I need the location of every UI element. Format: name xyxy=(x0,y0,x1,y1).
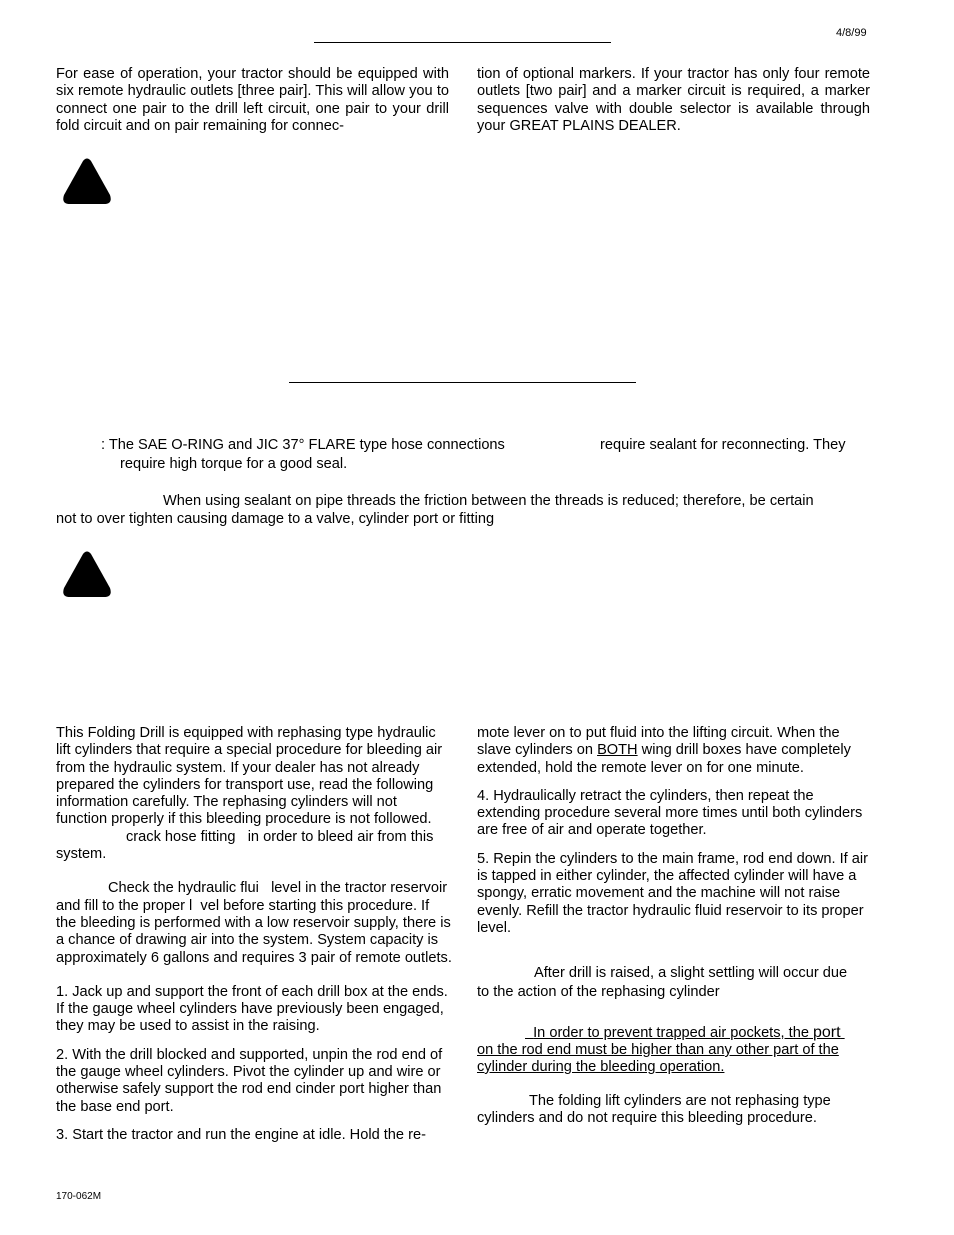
step-3: 3. Start the tractor and run the engine at idle. Hold the re- xyxy=(56,1126,426,1143)
bleeding-left-column xyxy=(56,725,452,1155)
sealant-line2: not to over tighten causing damage to a valve, cylinder port or fitting xyxy=(56,511,495,527)
reservoir-text-b: level in the tractor reservoir and fill to the proper l xyxy=(56,880,448,914)
intro-right-paragraph: tion of optional markers. If your tractor has only four remote outlets [two pair] and a marker circuit is required, a marker sequences valve with double selector is available through your GREAT PLAINS DEALER. xyxy=(477,66,870,134)
air-pocket-line1: In order to prevent trapped air pockets, the port xyxy=(533,1024,841,1041)
air-pocket-line2: on the rod end must be higher than any other part of the xyxy=(477,1042,839,1058)
fitting-note-line1b: require sealant for reconnecting. They xyxy=(600,437,846,453)
air-pocket-line3: cylinder during the bleeding operation. xyxy=(477,1059,725,1075)
intro-left-paragraph: For ease of operation, your tractor should be equipped with six remote hydraulic outlets [three pair]. This will allow you to connect one pair to the drill left circuit, one pair to your drill fold circuit and on pair remaining for connec- xyxy=(56,66,449,134)
section-rule xyxy=(289,382,636,383)
sealant-line1: When using sealant on pipe threads the friction between the threads is reduced; therefore, be certain xyxy=(163,493,814,509)
folding-note-line2: cylinders and do not require this bleeding procedure. xyxy=(477,1110,817,1126)
step-1: 1. Jack up and support the front of each drill box at the ends. If the gauge wheel cylinders have previously been engaged, they may be used to assist in the raising. xyxy=(56,983,448,1035)
step-5: 5. Repin the cylinders to the main frame, rod end down. If air is tapped in either cylinder, the affected cylinder will have a spongy, erratic movement and the machine will not raise evenly. Refill the tractor hydraulic fluid reservoir to its proper level. xyxy=(477,850,868,936)
warning-triangle-icon xyxy=(61,157,113,205)
step-3-continued: mote lever on to put fluid into the lifting circuit. When the slave cylinders on BOTH wing drill boxes have completely extended, hold the remote lever on for one minute. xyxy=(477,725,851,776)
bleeding-crack-text: crack hose fitting xyxy=(126,828,236,845)
bleeding-right-column xyxy=(477,725,873,948)
page-date: 4/8/99 xyxy=(836,27,867,39)
settling-line2: to the action of the rephasing cylinder xyxy=(477,984,720,1000)
footer-code: 170-062M xyxy=(56,1191,102,1202)
title-rule-top xyxy=(314,42,611,43)
bleeding-intro-end: in order to bleed air from this system. xyxy=(56,828,434,863)
folding-note-line1: The folding lift cylinders are not rephasing type xyxy=(529,1093,831,1109)
bleeding-intro-paragraph xyxy=(56,725,452,863)
reservoir-paragraph xyxy=(56,880,452,966)
fitting-note-line2: require high torque for a good seal. xyxy=(120,456,348,472)
warning-triangle-icon xyxy=(61,550,113,598)
fitting-note-line1a: : The SAE O-RING and JIC 37° FLARE type hose connections xyxy=(101,437,505,453)
settling-line1: After drill is raised, a slight settling will occur due xyxy=(534,965,848,981)
both-emphasis: BOTH xyxy=(597,742,638,759)
bleeding-intro-text: This Folding Drill is equipped with rephasing type hydraulic lift cylinders that require a special procedure for bleeding air from the hydraulic system. If your dealer has not already prepared the cylinders for transport use, read the following information carefully. The rephasing cylinders will not function properly if this bleeding procedure is not followed. xyxy=(56,725,443,828)
reservoir-text-a: Check the hydraulic flui xyxy=(108,880,259,897)
reservoir-text-c: vel before starting this procedure. If the bleeding is performed with a low reservoir supply, there is a chance of drawing air into the system. System capacity is approximately 6 gallons and requires 3 pair of remote outlets. xyxy=(56,897,452,966)
step-2: 2. With the drill blocked and supported, unpin the rod end of the gauge wheel cylinders. Pivot the cylinder up and wire or otherwise safely support the rod end cinder port higher than the base end port. xyxy=(56,1046,443,1115)
step-4: 4. Hydraulically retract the cylinders, then repeat the extending procedure several more times until both cylinders are free of air and operate together. xyxy=(477,787,863,839)
